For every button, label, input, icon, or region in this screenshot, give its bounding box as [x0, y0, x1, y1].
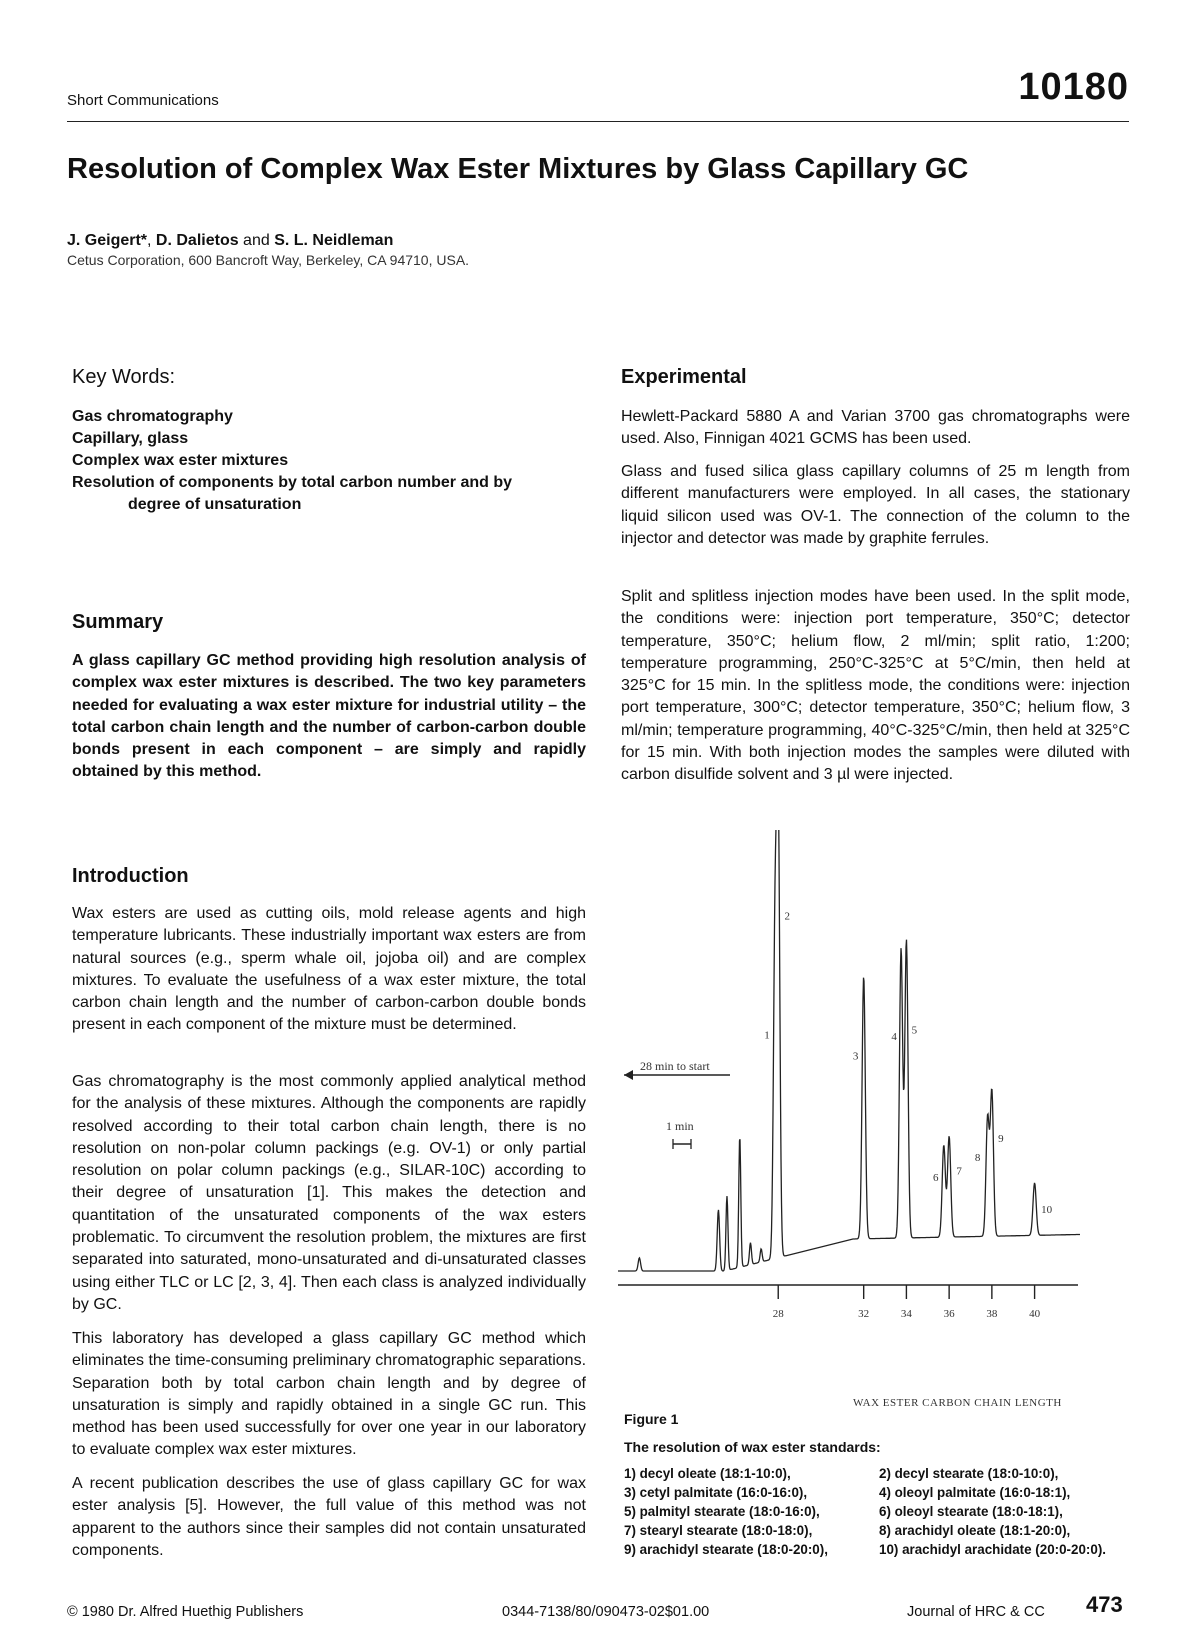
figure-legend: [624, 1464, 1144, 1559]
peak-label: 1: [764, 1029, 770, 1042]
introduction-paragraph-4: A recent publication describes the use of glass capillary GC for wax ester analysis [5]. However, the full value of this method was not apparent to the authors since their samples did not contain unsaturated components.: [72, 1475, 586, 1559]
time-scale-label: 1 min: [666, 1119, 694, 1133]
chromatogram-trace: [618, 830, 1080, 1271]
peak-label: 9: [998, 1133, 1004, 1146]
introduction-paragraph-2: Gas chromatography is the most commonly applied analytical method for the analysis of these mixtures. Although the components are rapidly resolved according to their total carbon chain length, there is no resolution on non-polar column packings (e.g. OV-1) or only partial resolution on polar column packings (e.g., SILAR-10C) according to their degree of unsaturation [1]. This makes the detection and quantitation of the unsaturated components of the wax esters problematic. To circumvent the resolution problem, the mixtures are first separated into saturated, mono-unsaturated and di-unsaturated classes using either TLC or LC [2, 3, 4]. Then each class is analyzed individually by GC.: [72, 1073, 586, 1313]
x-tick-label: 36: [943, 1308, 955, 1320]
x-tick-label: 32: [858, 1308, 870, 1320]
keyword-item: Capillary, glass: [72, 430, 189, 447]
introduction-heading: Introduction: [72, 865, 189, 887]
keyword-item: Complex wax ester mixtures: [72, 452, 289, 469]
legend-item: 9) arachidyl stearate (18:0-20:0),: [624, 1542, 828, 1557]
keywords-heading: Key Words:: [72, 366, 175, 388]
legend-row: [624, 1483, 1144, 1502]
author-separator: ,: [147, 232, 156, 249]
legend-item: 8) arachidyl oleate (18:1-20:0),: [879, 1523, 1071, 1538]
experimental-heading: Experimental: [621, 366, 747, 388]
legend-row: [624, 1464, 1144, 1483]
author-1: J. Geigert*: [67, 232, 148, 249]
legend-item: 7) stearyl stearate (18:0-18:0),: [624, 1523, 813, 1538]
peak-label: 5: [911, 1024, 918, 1037]
chromatogram-figure: [618, 830, 1138, 1420]
running-header-section: Short Communications: [67, 92, 219, 109]
article-title: Resolution of Complex Wax Ester Mixtures by Glass Capillary GC: [67, 153, 969, 185]
legend-row: [624, 1521, 1144, 1540]
legend-item: 10) arachidyl arachidate (20:0-20:0).: [879, 1542, 1107, 1557]
author-2: D. Dalietos: [155, 232, 239, 249]
peak-label: 7: [956, 1165, 962, 1178]
page-number: 473: [1086, 1592, 1123, 1617]
author-3: S. L. Neidleman: [274, 232, 394, 249]
introduction-paragraph-1: Wax esters are used as cutting oils, mold release agents and high temperature lubricants. These industrially important wax esters are from natural sources (e.g., sperm whale oil, jojoba oil) and are complex mixtures. To evaluate the usefulness of a wax ester mixture, the total carbon chain length and the number of carbon-carbon double bonds present in each component of the mixture must be determined.: [72, 905, 586, 1034]
x-tick-label: 40: [1029, 1308, 1041, 1320]
experimental-paragraph-1: Hewlett-Packard 5880 A and Varian 3700 gas chromatographs were used. Also, Finnigan 4021 GCMS has been used.: [621, 408, 1130, 448]
start-arrow-annotation: [624, 1059, 730, 1080]
legend-item: 2) decyl stearate (18:0-10:0),: [879, 1466, 1059, 1481]
peak-label: 2: [784, 910, 790, 923]
author-separator: and: [238, 232, 275, 249]
authors: [67, 232, 393, 250]
x-axis-label: WAX ESTER CARBON CHAIN LENGTH: [853, 1397, 1062, 1409]
footer-issn-code: 0344-7138/80/090473-02$01.00: [502, 1604, 710, 1620]
keyword-item: Gas chromatography: [72, 408, 233, 425]
legend-row: [624, 1540, 1144, 1559]
x-tick-label: 28: [772, 1308, 784, 1320]
legend-item: 6) oleoyl stearate (18:0-18:1),: [879, 1504, 1063, 1519]
keyword-item: degree of unsaturation: [128, 496, 302, 513]
peak-label: 4: [891, 1030, 897, 1043]
experimental-paragraph-3: Split and splitless injection modes have been used. In the split mode, the conditions were: injection port temperature, 350°C; detector temperature, 350°C; helium flow, 2 ml/min; split ratio, 1:200; temperature programming, 250°C-325°C at 5°C/min, then held at 325°C for 15 min. In the splitless mode, the conditions were: injection port temperature, 300°C; detector temperature, 350°C; helium flow, 3 ml/min; temperature programming, 40°C-325°C/min, then held at 325°C for 15 min. With both injection modes the samples were diluted with carbon disulfide solvent and 3 µl were injected.: [621, 588, 1130, 784]
summary-text: A glass capillary GC method providing high resolution analysis of complex wax ester mixtures is described. The two key parameters needed for evaluating a wax ester mixture for industrial utility – the total carbon chain length and the number of carbon-carbon double bonds present in each component – are simply and rapidly obtained by this method.: [72, 652, 586, 781]
figure-label: Figure 1: [624, 1411, 679, 1427]
legend-item: 4) oleoyl palmitate (16:0-18:1),: [879, 1485, 1071, 1500]
legend-item: 3) cetyl palmitate (16:0-16:0),: [624, 1485, 808, 1500]
legend-item: 5) palmityl stearate (18:0-16:0),: [624, 1504, 820, 1519]
peak-label: 3: [852, 1050, 859, 1063]
affiliation: Cetus Corporation, 600 Bancroft Way, Berkeley, CA 94710, USA.: [67, 252, 470, 268]
keyword-item: Resolution of components by total carbon number and by: [72, 474, 513, 491]
footer-journal: Journal of HRC & CC: [907, 1604, 1045, 1620]
peak-label: 10: [1041, 1203, 1053, 1216]
summary-heading: Summary: [72, 611, 164, 633]
x-tick-label: 34: [900, 1308, 912, 1320]
x-tick-label: 38: [986, 1308, 998, 1320]
running-header-number: 10180: [1018, 66, 1129, 108]
legend-row: [624, 1502, 1144, 1521]
keywords-list: [72, 406, 586, 516]
start-arrow-label: 28 min to start: [640, 1059, 710, 1073]
legend-item: 1) decyl oleate (18:1-10:0),: [624, 1466, 791, 1481]
introduction-paragraph-3: This laboratory has developed a glass capillary GC method which eliminates the time-consuming preliminary chromatographic separations. Separation both by total carbon chain length and by degree of unsaturation is simply and rapidly obtained in a single GC run. This method has been used successfully for over one year in our laboratory to evaluate complex wax ester mixtures.: [72, 1330, 587, 1459]
peak-label: 8: [974, 1152, 981, 1165]
figure-caption: The resolution of wax ester standards:: [624, 1439, 881, 1455]
footer-copyright: © 1980 Dr. Alfred Huethig Publishers: [67, 1604, 304, 1620]
time-scale-bar: [666, 1119, 694, 1149]
header-rule: [67, 121, 1129, 122]
experimental-paragraph-2: Glass and fused silica glass capillary columns of 25 m length from different manufacturers were employed. In all cases, the stationary liquid silicon used was OV-1. The connection of the column to the injector and detector was made by graphite ferrules.: [621, 463, 1130, 547]
peak-label: 6: [933, 1171, 939, 1184]
